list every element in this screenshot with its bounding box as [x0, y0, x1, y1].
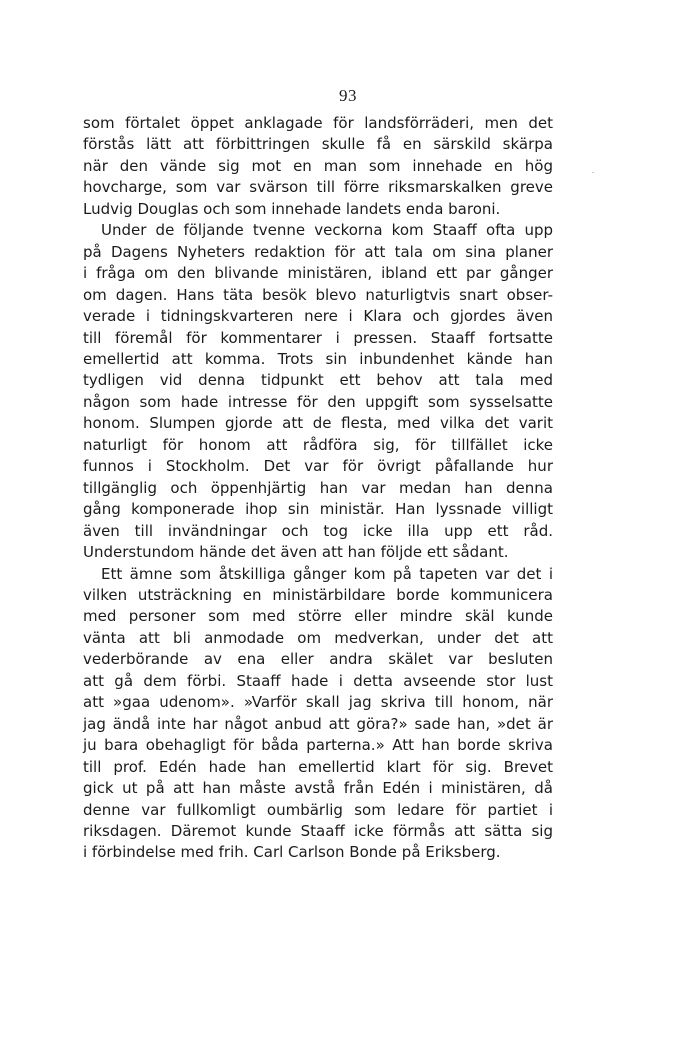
text-line: vederbörande av ena eller andra skälet var besluten — [83, 650, 553, 669]
paragraph-3 — [83, 564, 553, 864]
text-line: i fråga om den blivande ministären, ibland ett par gånger — [83, 264, 553, 283]
text-line: med personer som med större eller mindre skäl kunde — [83, 607, 553, 626]
text-line: Under de följande tvenne veckorna kom Staaff ofta upp — [101, 221, 553, 240]
text-line: verade i tidningskvarteren nere i Klara och gjordes även — [83, 307, 553, 326]
paragraph-1 — [83, 113, 553, 220]
page-number: 93 — [339, 86, 357, 105]
text-line: emellertid att komma. Trots sin inbundenhet kände han — [83, 349, 553, 368]
text-line: riksdagen. Däremot kunde Staaff icke förmås att sätta sig — [83, 821, 553, 840]
text-line: Ett ämne som åtskilliga gånger kom på tapeten var det i — [101, 564, 553, 583]
paragraph-2 — [83, 220, 553, 563]
text-line: någon som hade intresse för den uppgift som sysselsatte — [83, 392, 553, 411]
text-line: förstås lätt att förbittringen skulle få en särskild skärpa — [83, 135, 553, 154]
text-line: gick ut på att han måste avstå från Edén i ministären, då — [83, 779, 553, 798]
text-line: som förtalet öppet anklagade för landsförräderi, men det — [83, 114, 553, 132]
text-line: till prof. Edén hade han emellertid klart för sig. Brevet — [83, 757, 553, 776]
text-line: Ludvig Douglas och som innehade landets enda baroni. — [83, 199, 501, 218]
text-line: att »gaa udenom». »Varför skall jag skriva till honom, när — [83, 693, 553, 712]
text-line: vilken utsträckning en ministärbildare borde kommunicera — [83, 585, 553, 604]
text-line: honom. Slumpen gjorde att de flesta, med vilka det varit — [83, 414, 553, 433]
text-line: på Dagens Nyheters redaktion för att tala om sina planer — [83, 242, 553, 261]
text-line: vänta att bli anmodade om medverkan, under det att — [83, 628, 553, 647]
text-line: om dagen. Hans täta besök blevo naturligtvis snart obser- — [83, 285, 553, 304]
text-line: funnos i Stockholm. Det var för övrigt påfallande hur — [83, 457, 553, 476]
text-line: gång komponerade ihop sin ministär. Han lyssnade villigt — [83, 500, 553, 519]
text-line: hovcharge, som var svärson till förre riksmarskalken greve — [83, 178, 553, 197]
text-line: ju bara obehagligt för båda parterna.» Att han borde skriva — [83, 736, 553, 755]
text-line: Understundom hände det även att han följde ett sådant. — [83, 543, 509, 562]
text-line: tillgänglig och öppenhjärtig han var medan han denna — [83, 478, 553, 497]
body-text — [83, 113, 553, 864]
text-line: till föremål för kommentarer i pressen. Staaff fortsatte — [83, 328, 553, 347]
text-line: denne var fullkomligt oumbärlig som ledare för partiet i — [83, 800, 553, 819]
text-line: i förbindelse med frih. Carl Carlson Bonde på Eriksberg. — [83, 843, 501, 862]
text-line: jag ändå inte har något anbud att göra?» sade han, »det är — [83, 714, 553, 733]
text-line: även till invändningar och tog icke illa upp ett råd. — [83, 521, 553, 540]
text-line: att gå dem förbi. Staaff hade i detta avseende stor lust — [83, 671, 553, 690]
scan-speck — [592, 172, 594, 173]
text-line: när den vände sig mot en man som innehade en hög — [83, 156, 553, 175]
text-line: naturligt för honom att rådföra sig, för tillfället icke — [83, 435, 553, 454]
text-line: tydligen vid denna tidpunkt ett behov att tala med — [83, 371, 553, 390]
